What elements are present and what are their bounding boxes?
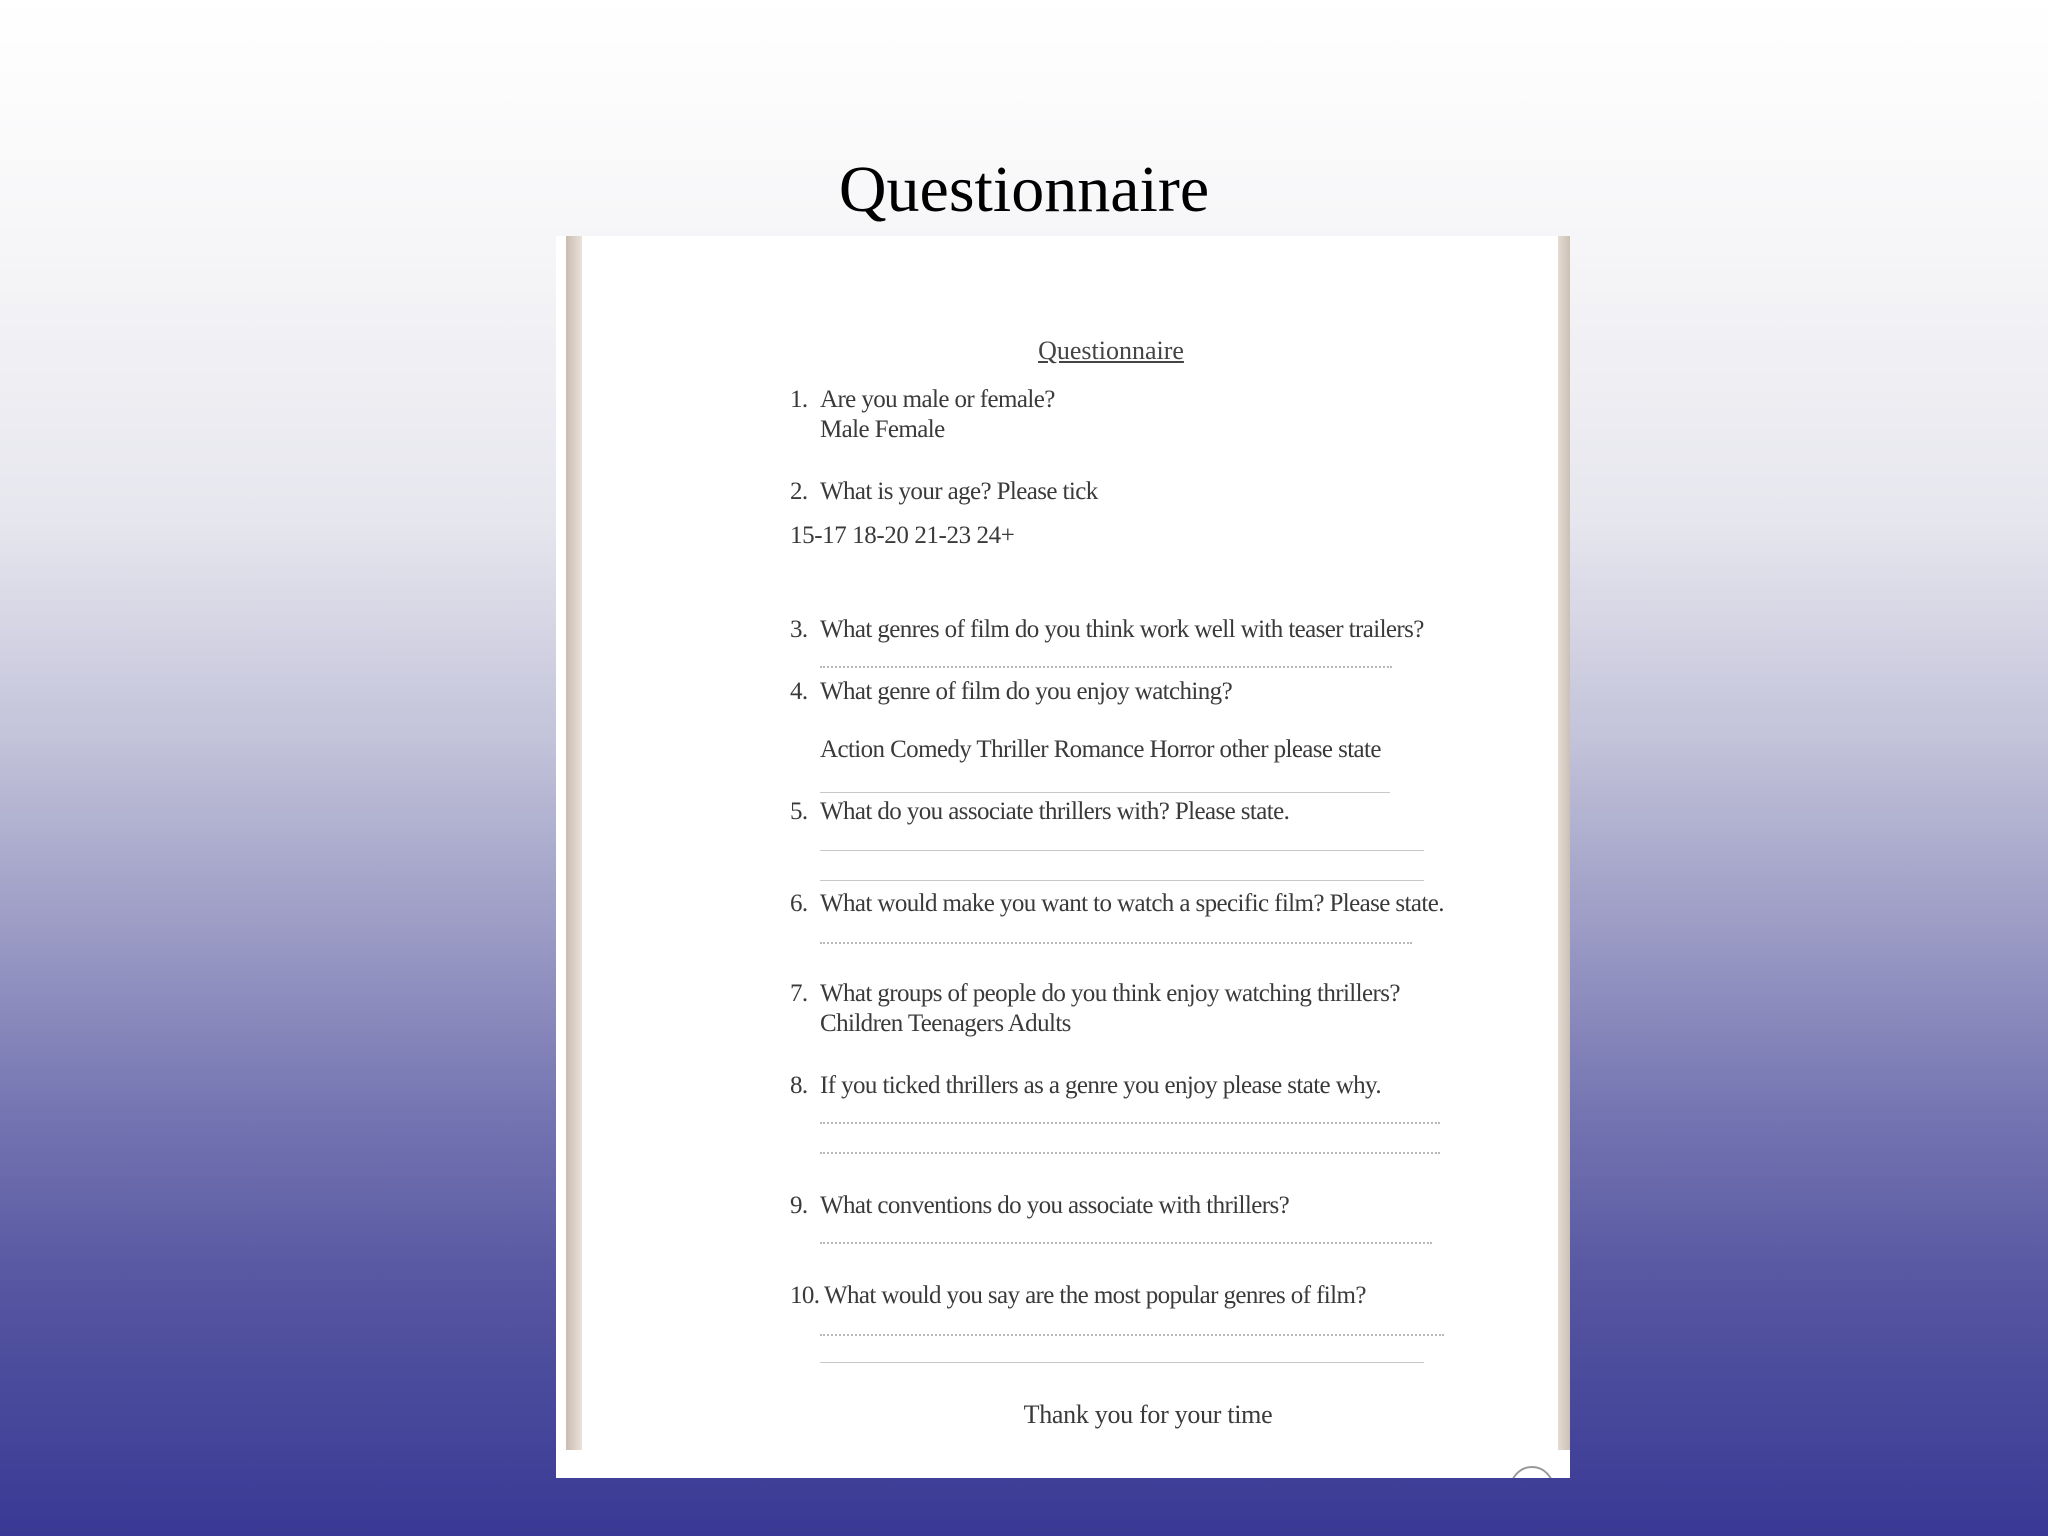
slide-title: Questionnaire <box>838 153 1210 226</box>
document-image <box>556 236 1570 1478</box>
closing-text: Thank you for your time <box>1023 1400 1273 1429</box>
question-text: Are you male or female? <box>820 386 1055 413</box>
page-edge-left <box>566 236 582 1450</box>
question-1-options: Male Female <box>820 416 945 443</box>
question-text: What do you associate thrillers with? Please state. <box>820 798 1290 825</box>
question-1 <box>790 386 1055 414</box>
question-2 <box>790 478 1098 506</box>
question-4 <box>790 678 1232 706</box>
answer-line <box>820 1242 1432 1244</box>
question-5 <box>790 798 1289 826</box>
question-number: 6. <box>790 890 808 917</box>
question-3 <box>790 616 1424 644</box>
answer-line <box>820 1334 1444 1336</box>
question-text: If you ticked thrillers as a genre you enjoy please state why. <box>820 1072 1381 1099</box>
question-number: 2. <box>790 478 808 505</box>
answer-line <box>820 850 1424 851</box>
question-number: 7. <box>790 980 808 1007</box>
document-title: Questionnaire <box>1038 336 1184 365</box>
question-text: What would make you want to watch a specific film? Please state. <box>820 890 1444 917</box>
question-text: What is your age? Please tick <box>820 478 1098 505</box>
question-number: 9. <box>790 1192 808 1219</box>
question-text: What conventions do you associate with thrillers? <box>820 1192 1290 1219</box>
question-number: 4. <box>790 678 808 705</box>
question-number: 5. <box>790 798 808 825</box>
question-9 <box>790 1192 1289 1220</box>
question-text: What groups of people do you think enjoy watching thrillers? <box>820 980 1400 1007</box>
question-number: 3. <box>790 616 808 643</box>
question-text: What would you say are the most popular genres of film? <box>824 1282 1366 1309</box>
question-8 <box>790 1072 1381 1100</box>
answer-line <box>820 792 1390 793</box>
answer-line <box>820 1152 1440 1154</box>
question-7 <box>790 980 1400 1008</box>
question-text: What genre of film do you enjoy watching? <box>820 678 1233 705</box>
question-number: 1. <box>790 386 808 413</box>
question-6 <box>790 890 1444 918</box>
answer-line <box>820 942 1412 944</box>
question-4-options: Action Comedy Thriller Romance Horror other please state <box>820 736 1381 763</box>
question-7-options: Children Teenagers Adults <box>820 1010 1071 1037</box>
answer-line <box>820 880 1424 881</box>
question-text: What genres of film do you think work well with teaser trailers? <box>820 616 1424 643</box>
answer-line <box>820 666 1392 668</box>
question-2-options: 15-17 18-20 21-23 24+ <box>790 522 1015 549</box>
question-number: 10. <box>790 1282 820 1309</box>
page-edge-right <box>1558 236 1570 1450</box>
question-number: 8. <box>790 1072 808 1099</box>
question-10 <box>790 1282 1366 1310</box>
answer-line <box>820 1362 1424 1363</box>
answer-line <box>820 1122 1440 1124</box>
